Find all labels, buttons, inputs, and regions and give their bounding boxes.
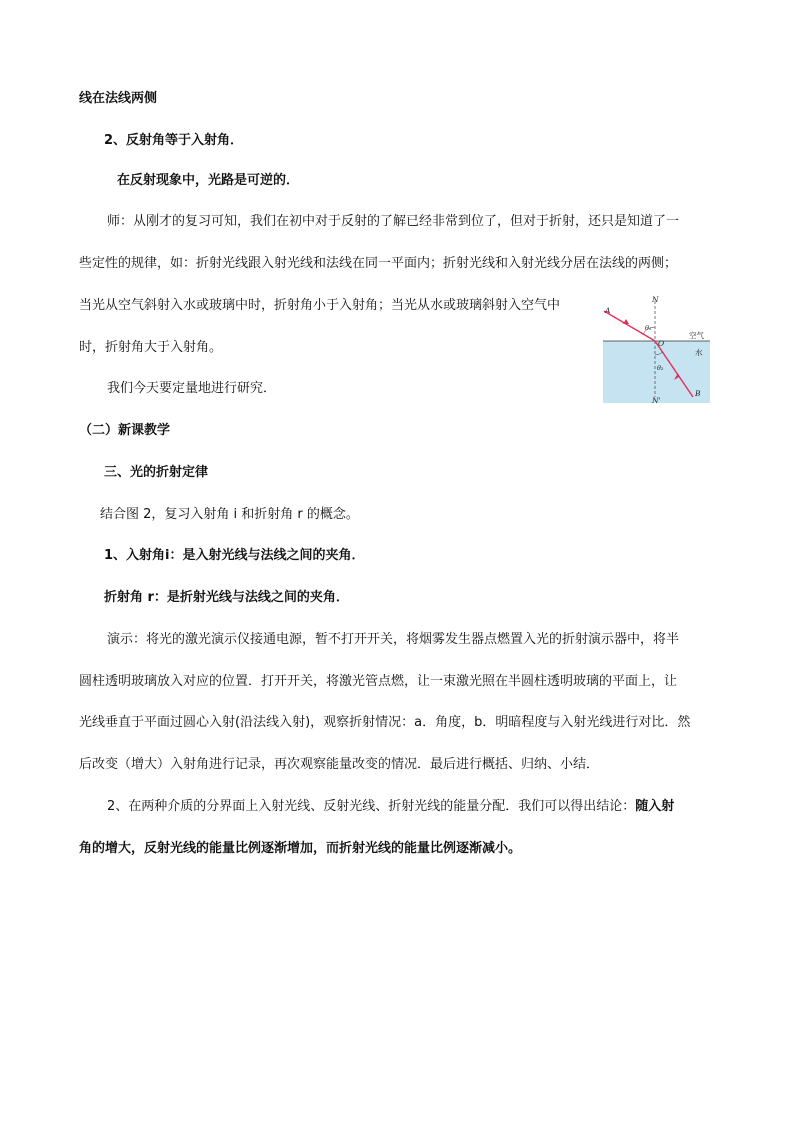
section-heading: （二）新课教学 xyxy=(79,423,171,438)
text-line-1: 线在法线两侧 xyxy=(79,91,158,106)
text-line-16: 光线垂直于平面过圆心入射(沿法线入射)，观察折射情况：a．角度，b．明暗程度与入射光线进行对比．然 xyxy=(79,715,691,730)
label-a: A xyxy=(605,306,611,315)
incident-arrow-icon xyxy=(623,319,629,324)
text-line-15: 圆柱透明玻璃放入对应的位置．打开开关，将激光管点燃，让一束激光照在半圆柱透明玻璃的平面上，让 xyxy=(79,674,678,689)
text-line-18-normal: 2、在两种介质的分界面上入射光线、反射光线、折射光线的能量分配．我们可以得出结论： xyxy=(107,799,636,814)
text-line-5: 些定性的规律，如：折射光线跟入射光线和法线在同一平面内；折射光线和入射光线分居在法线的两侧； xyxy=(79,256,678,271)
refraction-figure xyxy=(596,293,714,405)
text-line-14: 演示：将光的激光演示仪接通电源，暂不打开开关，将烟雾发生器点燃置入光的折射演示器中，将半 xyxy=(107,632,680,647)
definition-incidence-angle: 1、入射角i：是入射光线与法线之间的夹角． xyxy=(104,548,365,563)
label-n-prime: N' xyxy=(652,396,661,405)
label-n: N xyxy=(652,295,659,304)
text-line-6: 当光从空气斜射入水或玻璃中时，折射角小于入射角；当光从水或玻璃斜射入空气中 xyxy=(79,298,561,313)
text-line-4: 师：从刚才的复习可知，我们在初中对于反射的了解已经非常到位了，但对于折射，还只是知道了一 xyxy=(107,214,680,229)
label-theta2: θ₂ xyxy=(657,364,664,372)
text-line-17: 后改变（增大）入射角进行记录，再次观察能量改变的情况．最后进行概括、归纳、小结． xyxy=(79,757,600,772)
text-line-18-bold: 随入射 xyxy=(635,799,675,814)
label-water: 水 xyxy=(695,348,703,357)
text-line-3: 在反射现象中，光路是可逆的． xyxy=(117,173,300,188)
text-line-7: 时，折射角大于入射角。 xyxy=(79,340,223,355)
label-theta1: θ₁ xyxy=(645,324,652,332)
text-line-18 xyxy=(107,797,674,817)
text-line-8: 我们今天要定量地进行研究． xyxy=(107,381,277,396)
definition-refraction-angle: 折射角 r：是折射光线与法线之间的夹角． xyxy=(104,590,349,605)
label-b: B xyxy=(695,389,701,398)
water-region xyxy=(603,341,710,403)
label-air: 空气 xyxy=(689,331,704,340)
text-line-2: 2、反射角等于入射角． xyxy=(104,133,244,148)
subsection-heading: 三、光的折射定律 xyxy=(104,465,209,480)
text-line-11: 结合图 2，复习入射角 i 和折射角 r 的概念。 xyxy=(100,507,359,522)
label-o: O xyxy=(658,339,665,348)
text-line-19: 角的增大，反射光线的能量比例逐渐增加，而折射光线的能量比例逐渐减小。 xyxy=(79,841,522,856)
